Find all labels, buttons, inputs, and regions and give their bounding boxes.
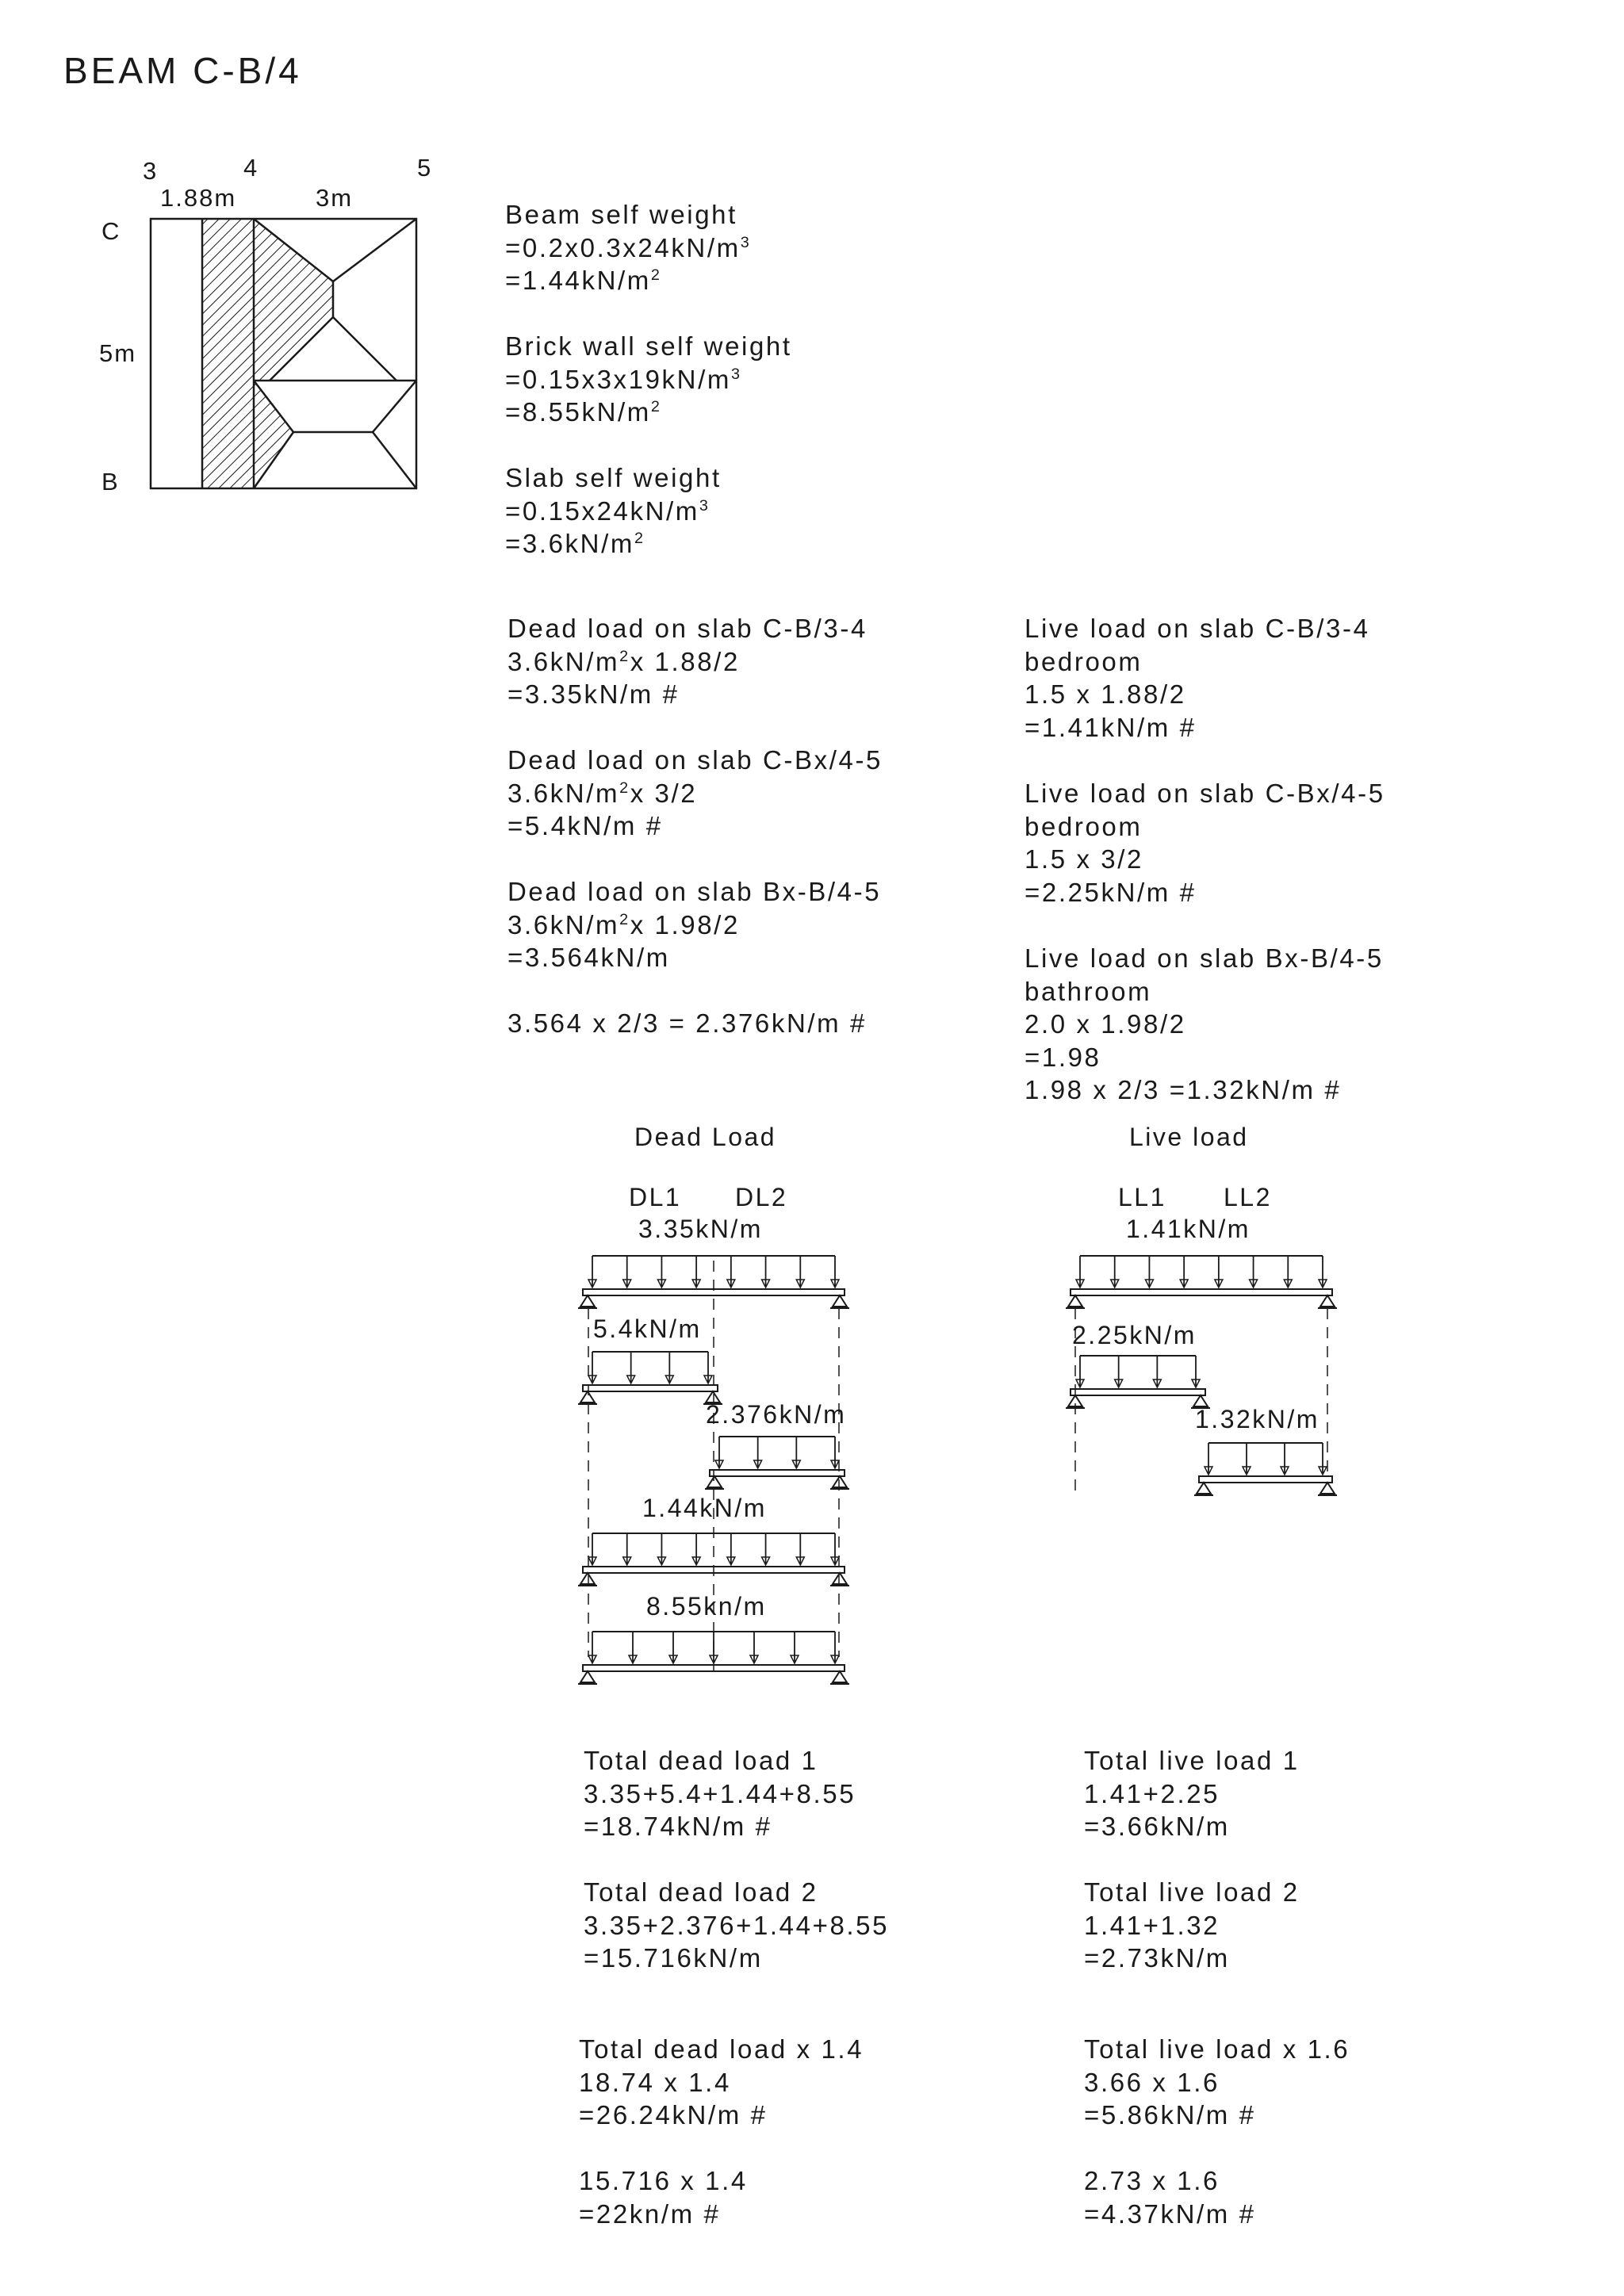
dead-load-slab-1-exponent: 2 bbox=[619, 647, 630, 665]
dead-load-slab-2-title: Dead load on slab C-Bx/4-5 bbox=[508, 745, 883, 775]
dead-load-slab-1-calc: 3.6kN/m bbox=[508, 646, 620, 676]
live-load-slab-2-calc: 1.5 x 3/2 bbox=[1025, 844, 1143, 874]
slab-self-weight-title: Slab self weight bbox=[505, 463, 722, 492]
beam-result-exponent: 2 bbox=[650, 266, 662, 284]
dead-load-slab-1-calc-factor: x 1.88/2 bbox=[630, 646, 740, 676]
total-live-load-2-result: =2.73kN/m bbox=[1084, 1943, 1230, 1973]
live-load-slab-3-room: bathroom bbox=[1025, 976, 1152, 1006]
live-load-slab-1-room: bedroom bbox=[1025, 646, 1143, 676]
grid-label-c: C bbox=[102, 217, 121, 245]
dead-load-slab-3-exponent: 2 bbox=[619, 910, 630, 928]
live-slab-1-beam bbox=[1071, 1289, 1332, 1295]
slab-self-weight-result: =3.6kN/m bbox=[505, 529, 634, 558]
dead-slab-3-support bbox=[707, 1476, 722, 1487]
total-live-load-1-result: =3.66kN/m bbox=[1084, 1812, 1230, 1841]
live-load-slab-3-result: =1.98 bbox=[1025, 1042, 1101, 1072]
total-live-load-2-title: Total live load 2 bbox=[1084, 1877, 1300, 1907]
live-load-slab-3-title: Live load on slab Bx-B/4-5 bbox=[1025, 943, 1384, 973]
live-slab-3-support bbox=[1320, 1483, 1335, 1494]
dimension-right-span: 3m bbox=[316, 184, 354, 212]
slab-unit-exponent: 3 bbox=[699, 496, 710, 515]
live-load-slab-2-title: Live load on slab C-Bx/4-5 bbox=[1025, 779, 1385, 808]
live-load-slab-1-result: =1.41kN/m # bbox=[1025, 712, 1197, 742]
total-live-load-1-block bbox=[1084, 1744, 1300, 1843]
factored-dead-load-2-block bbox=[579, 2164, 748, 2230]
brick-wall-self-weight-calc: =0.15x3x19kN/m bbox=[505, 364, 731, 394]
dead-load-value-brick: 8.55kn/m bbox=[646, 1592, 767, 1621]
dimension-left-span: 1.88m bbox=[160, 184, 237, 212]
total-dead-load-2-block bbox=[584, 1876, 889, 1975]
total-dead-load-1-calc: 3.35+5.4+1.44+8.55 bbox=[584, 1778, 856, 1808]
dead-load-value-slab-2: 5.4kN/m bbox=[593, 1314, 702, 1343]
dead-beam-self-support bbox=[833, 1573, 847, 1584]
live-load-slab-2-room: bedroom bbox=[1025, 811, 1143, 841]
beam-self-weight-result: =1.44kN/m bbox=[505, 266, 651, 295]
factored-dead-load-title: Total dead load x 1.4 bbox=[579, 2034, 864, 2064]
factored-dead-load-calc-1: 18.74 x 1.4 bbox=[579, 2067, 731, 2097]
dead-slab-3-beam bbox=[710, 1470, 845, 1476]
beam-unit-exponent: 3 bbox=[740, 233, 752, 251]
dead-load-slab-3-result: =3.564kN/m bbox=[508, 943, 670, 972]
dead-load-value-slab-3: 2.376kN/m bbox=[706, 1400, 847, 1429]
dead-slab-1-support bbox=[580, 1295, 595, 1307]
live-load-slab-1-calc: 1.5 x 1.88/2 bbox=[1025, 679, 1186, 709]
brick-result-exponent: 2 bbox=[650, 398, 662, 415]
total-live-load-1-title: Total live load 1 bbox=[1084, 1746, 1300, 1775]
page-title: BEAM C-B/4 bbox=[63, 50, 302, 91]
dead-load-slab-2-calc-factor: x 3/2 bbox=[630, 778, 698, 808]
total-live-load-1-calc: 1.41+2.25 bbox=[1084, 1778, 1220, 1808]
dead-beam-self-support bbox=[580, 1573, 595, 1584]
beam-self-weight-calc: =0.2x0.3x24kN/m bbox=[505, 232, 741, 262]
total-dead-load-2-result: =15.716kN/m bbox=[584, 1943, 763, 1973]
grid-label-4: 4 bbox=[243, 154, 259, 182]
dead-segment-1-label: DL1 bbox=[629, 1183, 682, 1211]
total-dead-load-2-calc: 3.35+2.376+1.44+8.55 bbox=[584, 1910, 890, 1940]
dead-load-slab-3-calc: 3.6kN/m bbox=[508, 909, 620, 939]
live-load-slab-1-title: Live load on slab C-B/3-4 bbox=[1025, 614, 1370, 643]
grid-label-5: 5 bbox=[417, 154, 433, 182]
factored-dead-load-result-2: =22kn/m # bbox=[579, 2198, 721, 2229]
factored-dead-load-result-1: =26.24kN/m # bbox=[579, 2100, 768, 2130]
slab-self-weight-calc: =0.15x24kN/m bbox=[505, 496, 699, 526]
live-load-slab-3-calc: 2.0 x 1.98/2 bbox=[1025, 1009, 1186, 1039]
dead-load-slab-2-result: =5.4kN/m # bbox=[508, 811, 663, 840]
factored-live-load-result-2: =4.37kN/m # bbox=[1084, 2198, 1256, 2229]
dead-load-diagram-heading: Dead Load bbox=[634, 1123, 777, 1151]
dead-load-slab-3-reduced: 3.564 x 2/3 = 2.376kN/m # bbox=[508, 1008, 867, 1038]
live-load-value-slab-1: 1.41kN/m bbox=[1126, 1215, 1251, 1243]
brick-unit-exponent: 3 bbox=[730, 365, 742, 383]
dimension-height: 5m bbox=[99, 339, 137, 367]
dead-load-slab-3-calc-factor: x 1.98/2 bbox=[630, 909, 740, 939]
total-dead-load-1-result: =18.74kN/m # bbox=[584, 1812, 772, 1841]
dead-load-slab-2-calc: 3.6kN/m bbox=[508, 778, 620, 808]
dead-slab-3-support bbox=[833, 1476, 847, 1487]
live-slab-1-support bbox=[1320, 1295, 1335, 1307]
dead-slab-2-support bbox=[580, 1391, 595, 1402]
dead-brick-wall-support bbox=[580, 1671, 595, 1682]
beam-self-weight-title: Beam self weight bbox=[505, 200, 737, 229]
dead-load-value-beam: 1.44kN/m bbox=[642, 1494, 767, 1522]
dead-brick-wall-support bbox=[833, 1671, 847, 1682]
total-live-load-2-calc: 1.41+1.32 bbox=[1084, 1910, 1220, 1940]
total-dead-load-1-title: Total dead load 1 bbox=[584, 1746, 818, 1775]
live-load-value-slab-2: 2.25kN/m bbox=[1072, 1321, 1197, 1349]
live-load-value-slab-3: 1.32kN/m bbox=[1195, 1405, 1320, 1433]
live-load-slab-3-reduced: 1.98 x 2/3 =1.32kN/m # bbox=[1025, 1075, 1342, 1104]
live-load-slab-2-result: =2.25kN/m # bbox=[1025, 877, 1197, 907]
dead-load-slab-1-result: =3.35kN/m # bbox=[508, 679, 680, 709]
factored-live-load-title: Total live load x 1.6 bbox=[1084, 2034, 1350, 2064]
factored-live-load-2-block bbox=[1084, 2164, 1256, 2230]
slab-result-exponent: 2 bbox=[634, 530, 645, 547]
factored-dead-load-block bbox=[579, 2033, 864, 2132]
factored-live-load-calc-2: 2.73 x 1.6 bbox=[1084, 2166, 1220, 2195]
dead-slab-1-support bbox=[833, 1295, 847, 1307]
dead-load-value-slab-1: 3.35kN/m bbox=[638, 1215, 763, 1243]
brick-wall-self-weight-title: Brick wall self weight bbox=[505, 331, 792, 361]
live-slab-3-beam bbox=[1199, 1476, 1332, 1483]
live-load-diagram-heading: Live load bbox=[1129, 1123, 1249, 1151]
brick-wall-self-weight-result: =8.55kN/m bbox=[505, 397, 651, 427]
live-slab-2-beam bbox=[1071, 1389, 1205, 1395]
factored-live-load-block bbox=[1084, 2033, 1350, 2132]
grid-label-3: 3 bbox=[143, 157, 159, 185]
total-dead-load-2-title: Total dead load 2 bbox=[584, 1877, 818, 1907]
live-slab-1-support bbox=[1068, 1295, 1082, 1307]
dead-load-slab-1-title: Dead load on slab C-B/3-4 bbox=[508, 614, 868, 643]
total-live-load-2-block bbox=[1084, 1876, 1300, 1975]
dead-load-slab-3-title: Dead load on slab Bx-B/4-5 bbox=[508, 877, 882, 906]
factored-live-load-calc-1: 3.66 x 1.6 bbox=[1084, 2067, 1220, 2097]
live-slab-3-support bbox=[1197, 1483, 1211, 1494]
dead-slab-2-beam bbox=[583, 1385, 718, 1391]
factored-live-load-result-1: =5.86kN/m # bbox=[1084, 2100, 1256, 2130]
grid-label-b: B bbox=[102, 468, 120, 496]
live-segment-2-label: LL2 bbox=[1224, 1183, 1272, 1211]
factored-dead-load-calc-2: 15.716 x 1.4 bbox=[579, 2166, 748, 2195]
dead-segment-2-label: DL2 bbox=[735, 1183, 788, 1211]
total-dead-load-1-block bbox=[584, 1744, 856, 1843]
dead-load-slab-2-exponent: 2 bbox=[619, 779, 630, 797]
live-segment-1-label: LL1 bbox=[1118, 1183, 1166, 1211]
